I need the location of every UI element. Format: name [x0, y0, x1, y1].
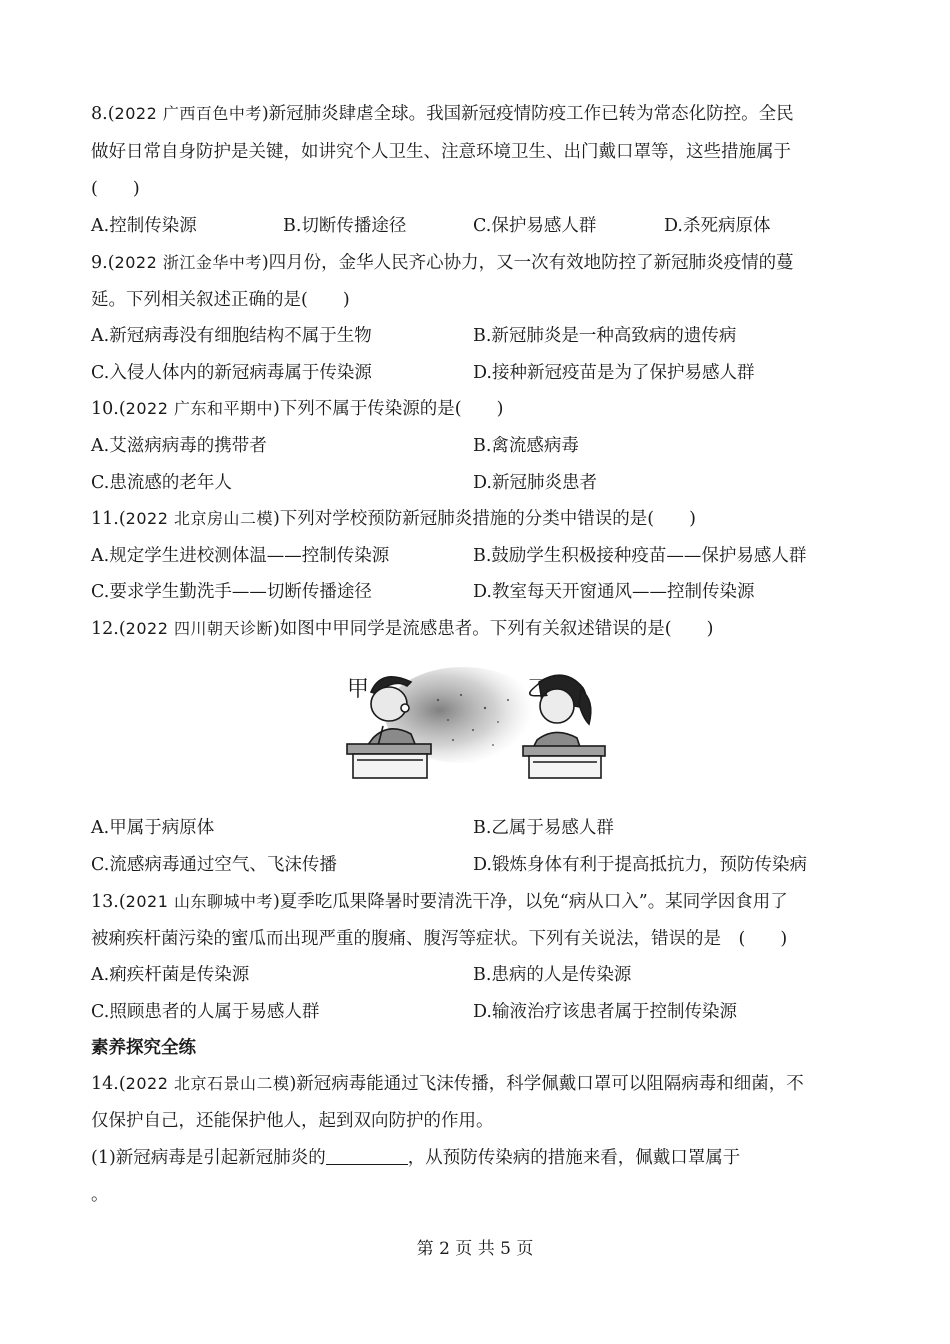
- section-title: 素养探究全练: [91, 1038, 196, 1058]
- q14-sub1: [91, 1146, 861, 1170]
- q11-option-c: C.要求学生勤洗手——切断传播途径: [91, 582, 372, 602]
- q8-option-d: D.杀死病原体: [664, 216, 771, 236]
- q11-stem: )下列对学校预防新冠肺炎措施的分类中错误的是( ): [272, 509, 696, 529]
- q10-option-a: A.艾滋病病毒的携带者: [91, 436, 267, 456]
- q13-option-a: A.痢疾杆菌是传染源: [91, 965, 250, 985]
- q11-number: 11.(: [91, 509, 126, 529]
- q9-option-d: D.接种新冠疫苗是为了保护易感人群: [473, 363, 755, 383]
- q14-line2: 仅保护自己，还能保护他人，起到双向防护的作用。: [91, 1111, 494, 1131]
- q12-source: 2022 四川朝天诊断: [125, 619, 273, 638]
- q13-source: 2021 山东聊城中考: [125, 892, 273, 911]
- q13-option-c: C.照顾患者的人属于易感人群: [91, 1002, 320, 1022]
- q8-line1: [91, 102, 861, 126]
- q9-source: 2022 浙江金华中考: [114, 253, 262, 272]
- q12-option-a: A.甲属于病原体: [91, 818, 215, 838]
- q12-stem: )如图中甲同学是流感患者。下列有关叙述错误的是( ): [272, 619, 714, 639]
- q8-stem-1: )新冠肺炎肆虐全球。我国新冠疫情防疫工作已转为常态化防控。全民: [261, 104, 794, 124]
- q13-option-b: B.患病的人是传染源: [473, 965, 632, 985]
- figure-label-jia: 甲: [347, 677, 370, 702]
- q10-option-b: B.禽流感病毒: [473, 436, 579, 456]
- q12-option-d: D.锻炼身体有利于提高抵抗力，预防传染病: [473, 855, 807, 875]
- q8-line2: 做好日常自身防护是关键，如讲究个人卫生、注意环境卫生、出门戴口罩等，这些措施属于: [91, 142, 791, 162]
- q10-number: 10.(: [91, 399, 126, 419]
- q13-option-d: D.输液治疗该患者属于控制传染源: [473, 1002, 737, 1022]
- q14-sub1-suffix: ，从预防传染病的措施来看，佩戴口罩属于: [407, 1148, 741, 1168]
- q9-line2: 延。下列相关叙述正确的是( ): [91, 290, 350, 310]
- q12-line1: [91, 617, 861, 641]
- q11-option-b: B.鼓励学生积极接种疫苗——保护易感人群: [473, 546, 807, 566]
- sneeze-illustration: [343, 660, 609, 782]
- q10-option-c: C.患流感的老年人: [91, 473, 232, 493]
- q14-line1: [91, 1072, 861, 1096]
- page-footer: 第 2 页 共 5 页: [416, 1239, 534, 1259]
- q14-source: 2022 北京石景山二模: [125, 1074, 290, 1093]
- q12-option-b: B.乙属于易感人群: [473, 818, 614, 838]
- q13-line1: [91, 890, 861, 914]
- q14-sub1-prefix: (1)新冠病毒是引起新冠肺炎的: [91, 1148, 326, 1168]
- q8-answer-paren: ( ): [91, 179, 140, 199]
- q10-stem: )下列不属于传染源的是( ): [272, 399, 504, 419]
- q12-number: 12.(: [91, 619, 126, 639]
- figure-label-yi: 乙: [527, 677, 550, 702]
- q8-source: 2022 广西百色中考: [114, 104, 262, 123]
- q10-line1: [91, 397, 861, 421]
- q9-option-a: A.新冠病毒没有细胞结构不属于生物: [91, 326, 372, 346]
- q9-option-b: B.新冠肺炎是一种高致病的遗传病: [473, 326, 737, 346]
- q10-source: 2022 广东和平期中: [125, 399, 273, 418]
- q14-answer-blank-1[interactable]: [326, 1146, 408, 1165]
- q8-option-c: C.保护易感人群: [473, 216, 597, 236]
- q11-source: 2022 北京房山二模: [125, 509, 273, 528]
- q9-number: 9.(: [91, 253, 115, 273]
- q12-option-c: C.流感病毒通过空气、飞沫传播: [91, 855, 337, 875]
- q9-option-c: C.入侵人体内的新冠病毒属于传染源: [91, 363, 372, 383]
- q8-option-a: A.控制传染源: [91, 216, 197, 236]
- q9-stem-1: )四月份，金华人民齐心协力，又一次有效地防控了新冠肺炎疫情的蔓: [261, 253, 794, 273]
- q11-option-a: A.规定学生进校测体温——控制传染源: [91, 546, 390, 566]
- q11-line1: [91, 507, 861, 531]
- q14-sub1-end: 。: [91, 1185, 109, 1205]
- q8-number: 8.(: [91, 104, 115, 124]
- q13-line2: 被痢疾杆菌污染的蜜瓜而出现严重的腹痛、腹泻等症状。下列有关说法，错误的是 ( ): [91, 929, 788, 949]
- q14-number: 14.(: [91, 1074, 126, 1094]
- q9-line1: [91, 251, 861, 275]
- q14-stem-1: )新冠病毒能通过飞沫传播，科学佩戴口罩可以阻隔病毒和细菌，不: [289, 1074, 804, 1094]
- q11-option-d: D.教室每天开窗通风——控制传染源: [473, 582, 755, 602]
- q10-option-d: D.新冠肺炎患者: [473, 473, 597, 493]
- q13-stem-1: )夏季吃瓜果降暑时要清洗干净，以免“病从口入”。某同学因食用了: [272, 892, 788, 912]
- q13-number: 13.(: [91, 892, 126, 912]
- q8-option-b: B.切断传播途径: [283, 216, 407, 236]
